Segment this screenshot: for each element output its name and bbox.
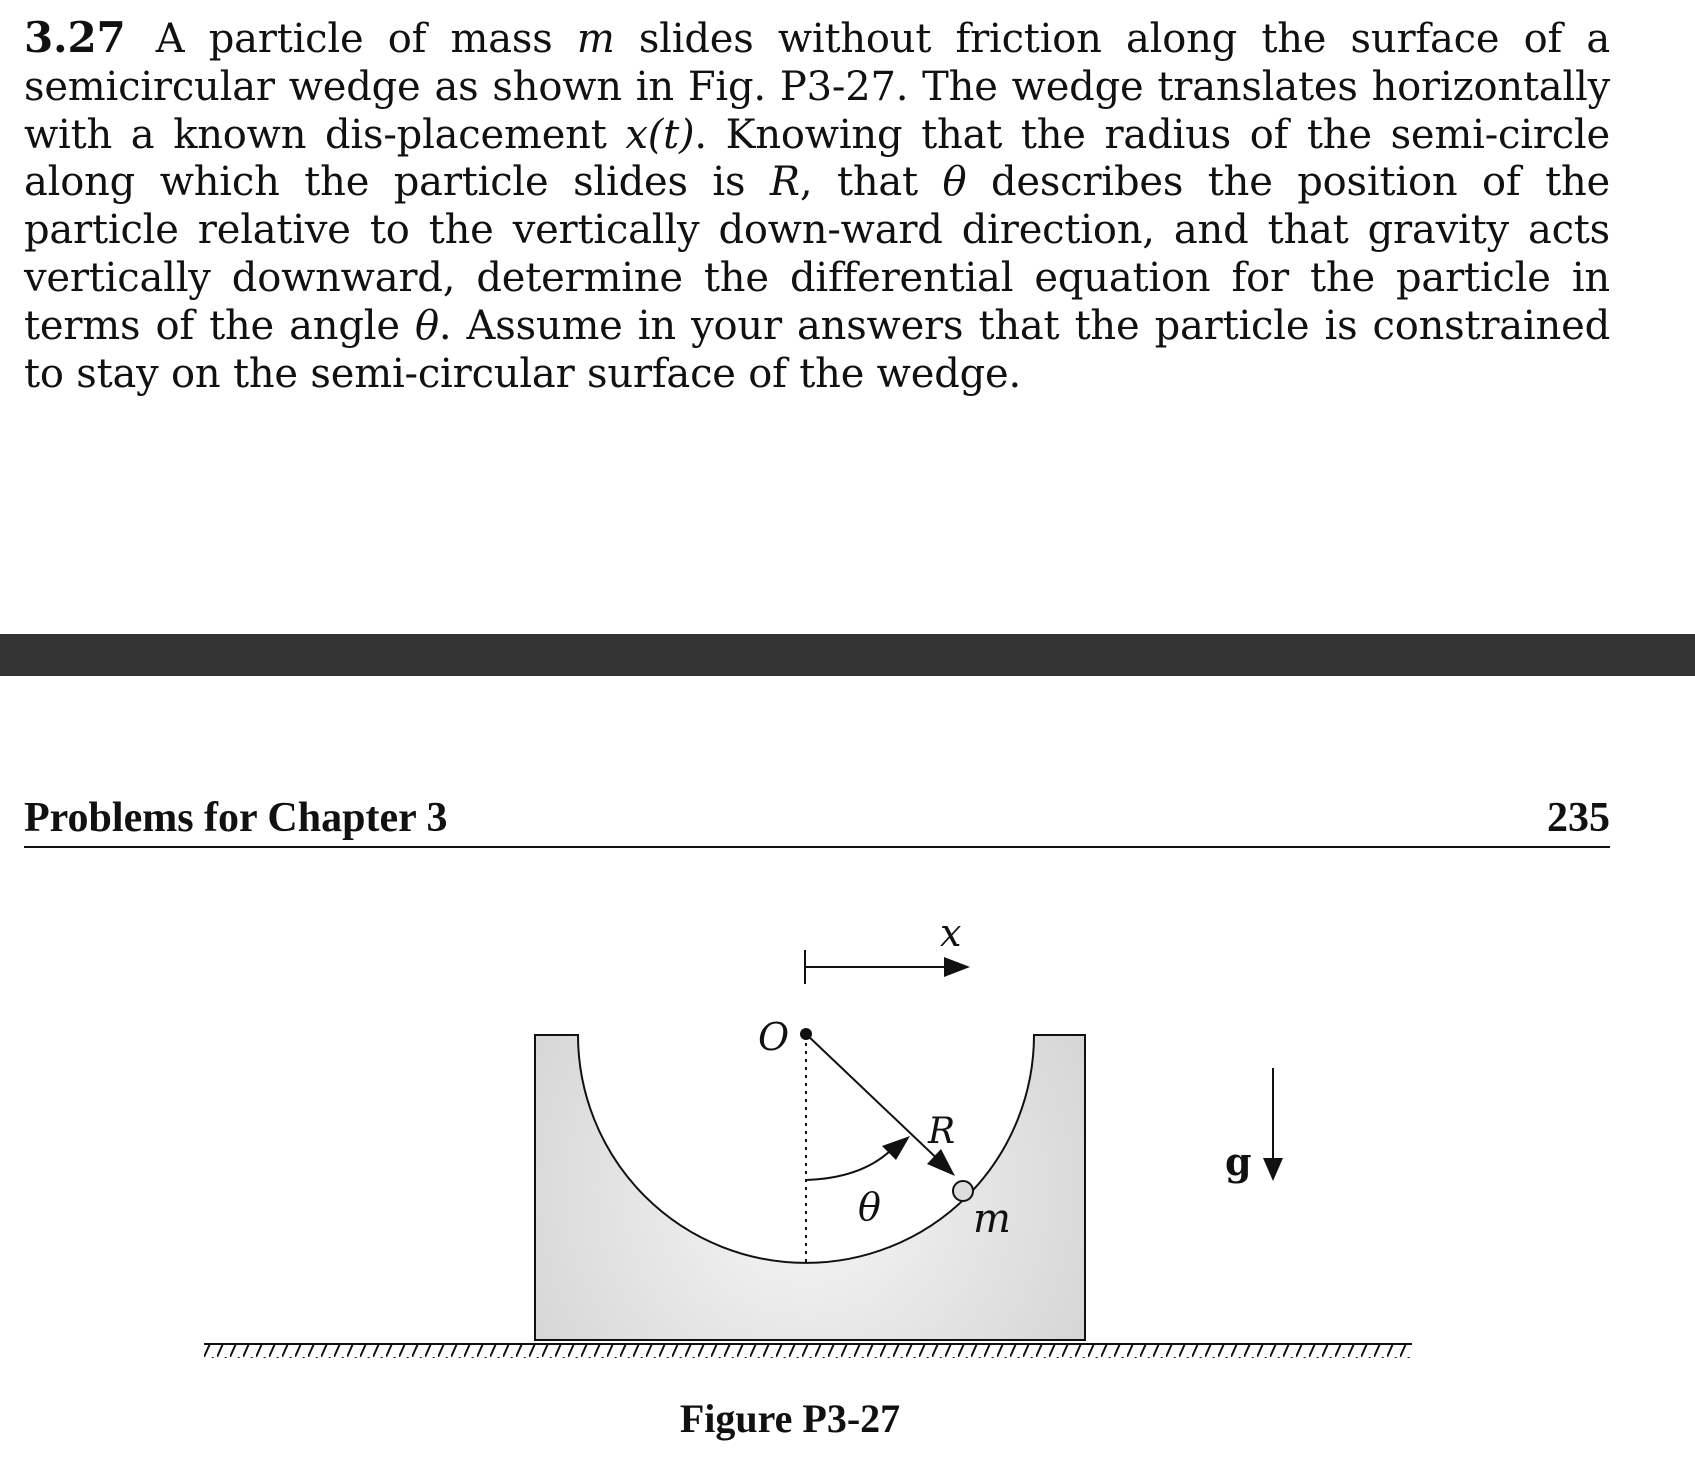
- label-o: O: [758, 1015, 790, 1059]
- theta-arc-arrow-head: [882, 1136, 910, 1160]
- problem-number: 3.27: [24, 13, 126, 62]
- displacement-arrow-head: [944, 957, 970, 977]
- label-r: R: [928, 1111, 956, 1152]
- problem-text-2: slides without friction along the surface of a semicircular wedge as shown in Fig. P3-27. The wedge translates horizontally with a known dis-placement: [24, 16, 1610, 158]
- theta-symbol: θ: [942, 159, 967, 206]
- chapter-title: Problems for Chapter 3: [24, 795, 448, 841]
- radius-symbol: R: [769, 159, 800, 206]
- particle-m: [953, 1181, 973, 1201]
- label-theta: θ: [858, 1185, 881, 1229]
- problem-text-4: , that: [799, 159, 943, 206]
- problem-text-5: describes the position of the particle relative to the vertically down-ward direction, and that gravity acts vertically downward, determine the differential equation for the particle in terms of the angle: [24, 159, 1610, 349]
- problem-text-3: . Knowing that the radius of the semi-circle along which the particle slides is: [24, 111, 1610, 206]
- problem-text: [24, 14, 1610, 398]
- running-header: [24, 790, 1610, 848]
- problem-text-6: . Assume in your answers that the particle is constrained to stay on the semi-circular surface of the wedge.: [24, 302, 1610, 397]
- mass-symbol: m: [576, 16, 615, 62]
- page-divider-band: [0, 634, 1695, 676]
- displacement-symbol: x(t): [625, 111, 695, 158]
- label-x: x: [940, 911, 962, 955]
- gravity-arrow-head: [1263, 1158, 1283, 1181]
- ground-hatching: [204, 1344, 1412, 1358]
- radius-line: [806, 1034, 947, 1168]
- theta-symbol-2: θ: [415, 302, 439, 349]
- theta-arc: [806, 1145, 896, 1180]
- figure-caption: Figure P3-27: [679, 1396, 901, 1441]
- semicircular-wedge: [535, 1035, 1085, 1340]
- label-m: m: [973, 1196, 1011, 1242]
- page-number: 235: [1547, 795, 1610, 841]
- problem-text-1: A particle of mass: [131, 16, 577, 62]
- label-g: g: [1225, 1139, 1252, 1184]
- figure-p3-27: [0, 880, 1695, 1457]
